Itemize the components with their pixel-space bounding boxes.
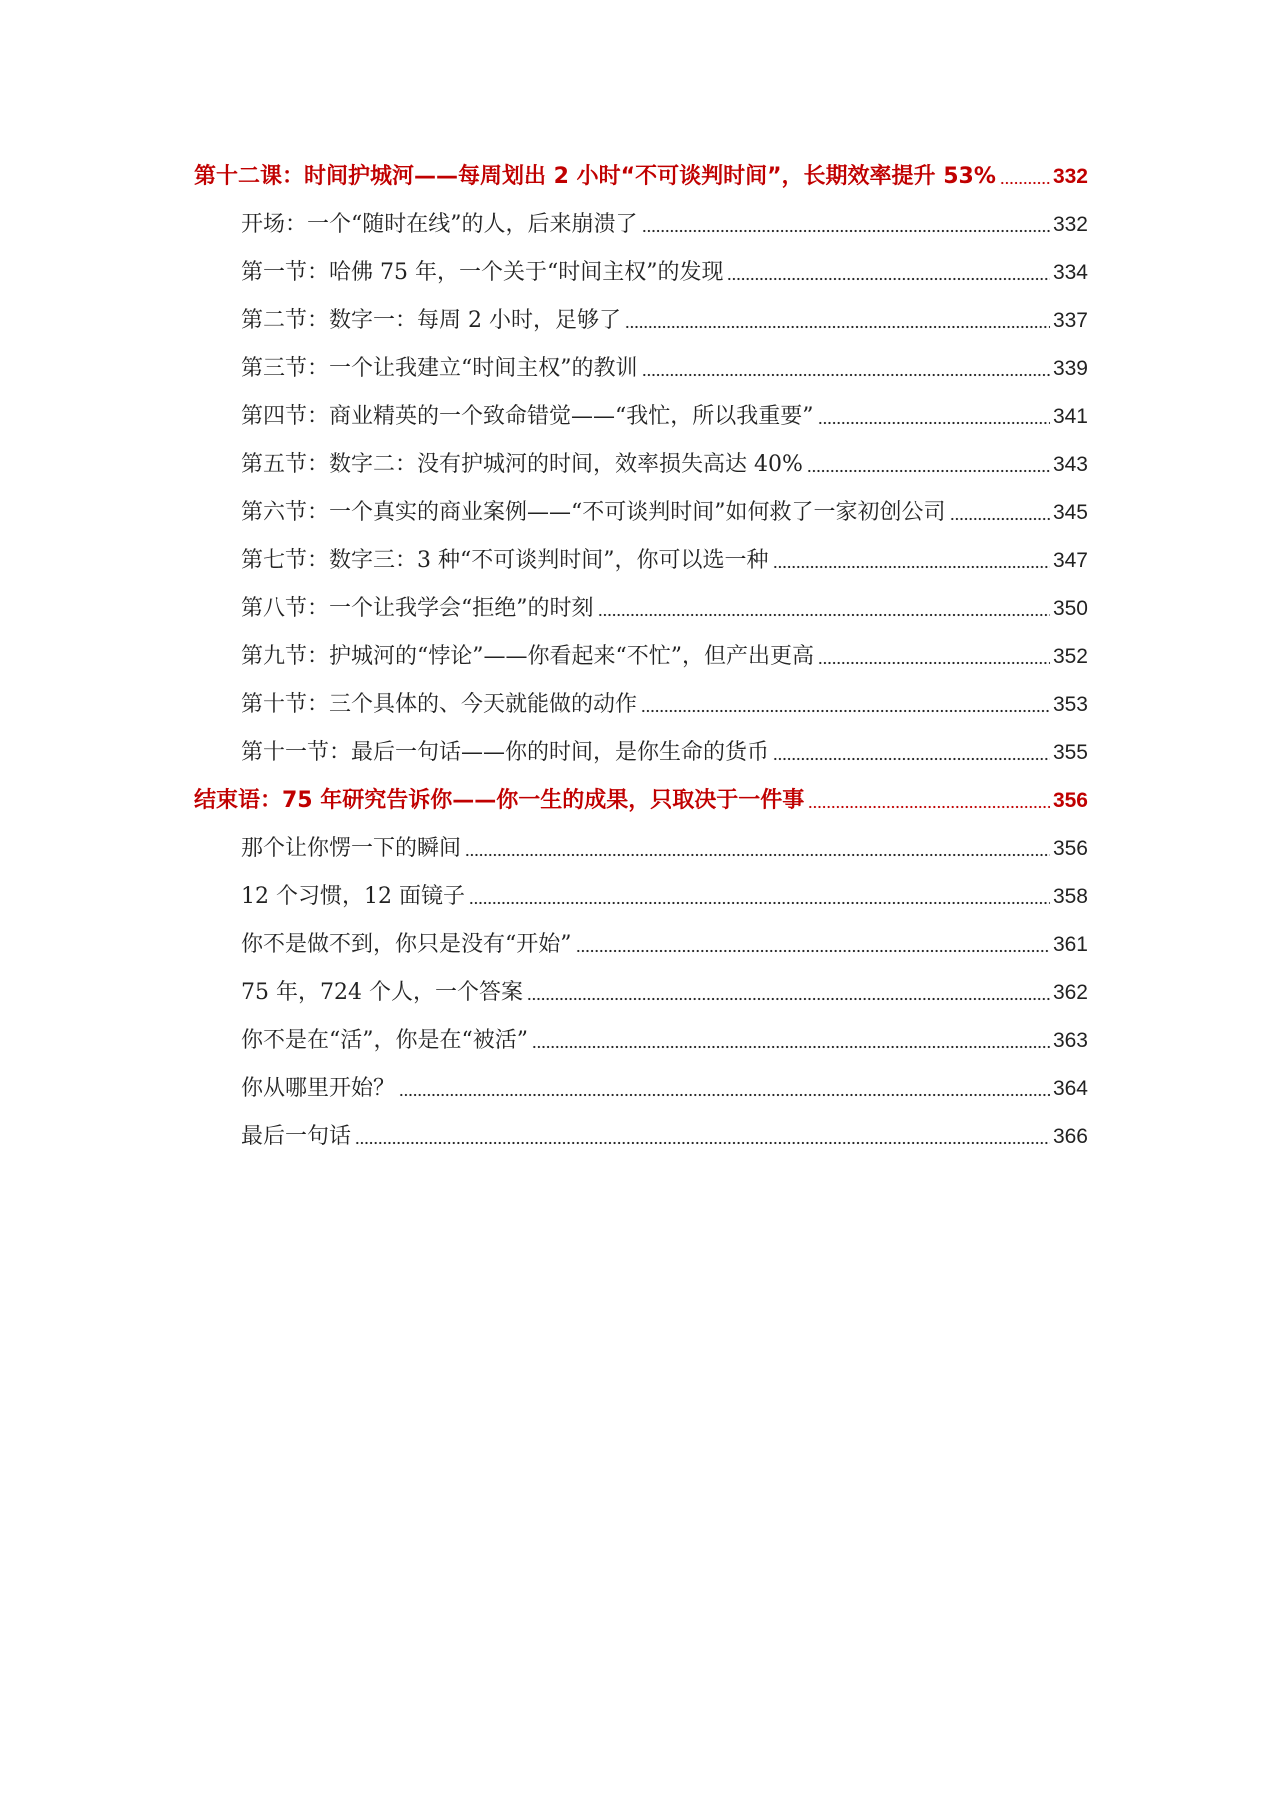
- toc-page-number: 343: [1052, 453, 1088, 476]
- toc-entry[interactable]: [241, 489, 1088, 537]
- toc-title: 第十节：三个具体的、今天就能做的动作: [241, 692, 638, 717]
- toc-entry[interactable]: [241, 1113, 1088, 1161]
- toc-leader-dots: [625, 297, 1050, 345]
- toc-page-number: 337: [1052, 309, 1088, 332]
- toc-title: 结束语：75 年研究告诉你——你一生的成果，只取决于一件事: [194, 788, 805, 813]
- toc-leader-dots: [950, 489, 1050, 537]
- toc-leader-dots: [807, 441, 1050, 489]
- toc-entry[interactable]: [241, 921, 1088, 969]
- toc-title: 开场：一个“随时在线”的人，后来崩溃了: [241, 212, 638, 237]
- toc-entry[interactable]: [241, 201, 1088, 249]
- toc-page-number: 364: [1052, 1077, 1088, 1100]
- toc-page-number: 339: [1052, 357, 1088, 380]
- toc-entry[interactable]: [241, 1065, 1088, 1113]
- toc-page-number: 366: [1052, 1125, 1088, 1148]
- toc-chapter-heading[interactable]: [194, 777, 1088, 825]
- toc-page-number: 347: [1052, 549, 1088, 572]
- toc-leader-dots: [399, 1065, 1050, 1113]
- toc-page-number: 355: [1052, 741, 1088, 764]
- toc-page-number: 350: [1052, 597, 1088, 620]
- toc-page-number: 341: [1052, 405, 1088, 428]
- toc-leader-dots: [527, 969, 1050, 1017]
- toc-entry[interactable]: [241, 1017, 1088, 1065]
- toc-page-number: 353: [1052, 693, 1088, 716]
- toc-title: 第三节：一个让我建立“时间主权”的教训: [241, 356, 638, 381]
- toc-page-number: 345: [1052, 501, 1088, 524]
- toc-page-number: 356: [1052, 837, 1088, 860]
- toc-entry[interactable]: [241, 345, 1088, 393]
- toc-title: 第四节：商业精英的一个致命错觉——“我忙，所以我重要”: [241, 404, 814, 429]
- toc-page-number: 356: [1052, 789, 1088, 812]
- toc-leader-dots: [532, 1017, 1050, 1065]
- toc-title: 你不是在“活”，你是在“被活”: [241, 1028, 528, 1053]
- toc-page-number: 352: [1052, 645, 1088, 668]
- toc-entry[interactable]: [241, 249, 1088, 297]
- table-of-contents: [0, 153, 1273, 1161]
- toc-title: 第七节：数字三：3 种“不可谈判时间”，你可以选一种: [241, 548, 769, 573]
- toc-title: 75 年，724 个人，一个答案: [241, 980, 523, 1005]
- toc-page-number: 358: [1052, 885, 1088, 908]
- toc-leader-dots: [355, 1113, 1050, 1161]
- toc-entry[interactable]: [241, 825, 1088, 873]
- toc-title: 第九节：护城河的“悖论”——你看起来“不忙”，但产出更高: [241, 644, 814, 669]
- toc-entry[interactable]: [241, 873, 1088, 921]
- toc-leader-dots: [598, 585, 1050, 633]
- toc-page-number: 363: [1052, 1029, 1088, 1052]
- toc-entry[interactable]: [241, 729, 1088, 777]
- toc-title: 你不是做不到，你只是没有“开始”: [241, 932, 572, 957]
- toc-entry[interactable]: [241, 537, 1088, 585]
- toc-leader-dots: [818, 633, 1050, 681]
- toc-leader-dots: [642, 201, 1050, 249]
- toc-entry[interactable]: [241, 681, 1088, 729]
- toc-title: 那个让你愣一下的瞬间: [241, 836, 462, 861]
- toc-leader-dots: [1000, 153, 1050, 201]
- toc-title: 最后一句话: [241, 1124, 352, 1149]
- toc-leader-dots: [469, 873, 1050, 921]
- toc-page-number: 334: [1052, 261, 1088, 284]
- toc-title: 12 个习惯，12 面镜子: [241, 884, 465, 909]
- toc-leader-dots: [641, 681, 1050, 729]
- toc-title: 第八节：一个让我学会“拒绝”的时刻: [241, 596, 594, 621]
- toc-leader-dots: [808, 777, 1050, 825]
- toc-chapter-heading[interactable]: [194, 153, 1088, 201]
- toc-leader-dots: [465, 825, 1050, 873]
- toc-title: 第一节：哈佛 75 年，一个关于“时间主权”的发现: [241, 260, 724, 285]
- toc-leader-dots: [642, 345, 1050, 393]
- toc-title: 第六节：一个真实的商业案例——“不可谈判时间”如何救了一家初创公司: [241, 500, 946, 525]
- toc-page-number: 362: [1052, 981, 1088, 1004]
- toc-title: 第二节：数字一：每周 2 小时，足够了: [241, 308, 621, 333]
- toc-leader-dots: [576, 921, 1050, 969]
- toc-entry[interactable]: [241, 585, 1088, 633]
- toc-entry[interactable]: [241, 633, 1088, 681]
- toc-title: 第十一节：最后一句话——你的时间，是你生命的货币: [241, 740, 770, 765]
- toc-entry[interactable]: [241, 297, 1088, 345]
- toc-entry[interactable]: [241, 441, 1088, 489]
- toc-page-number: 361: [1052, 933, 1088, 956]
- toc-page-number: 332: [1052, 213, 1088, 236]
- toc-leader-dots: [727, 249, 1049, 297]
- toc-page-number: 332: [1052, 165, 1088, 188]
- toc-leader-dots: [818, 393, 1050, 441]
- toc-entry[interactable]: [241, 969, 1088, 1017]
- toc-title: 你从哪里开始？: [241, 1076, 396, 1101]
- toc-entry[interactable]: [241, 393, 1088, 441]
- toc-leader-dots: [773, 729, 1050, 777]
- toc-title: 第十二课：时间护城河——每周划出 2 小时“不可谈判时间”，长期效率提升 53%: [194, 164, 996, 189]
- toc-leader-dots: [773, 537, 1050, 585]
- toc-title: 第五节：数字二：没有护城河的时间，效率损失高达 40%: [241, 452, 803, 477]
